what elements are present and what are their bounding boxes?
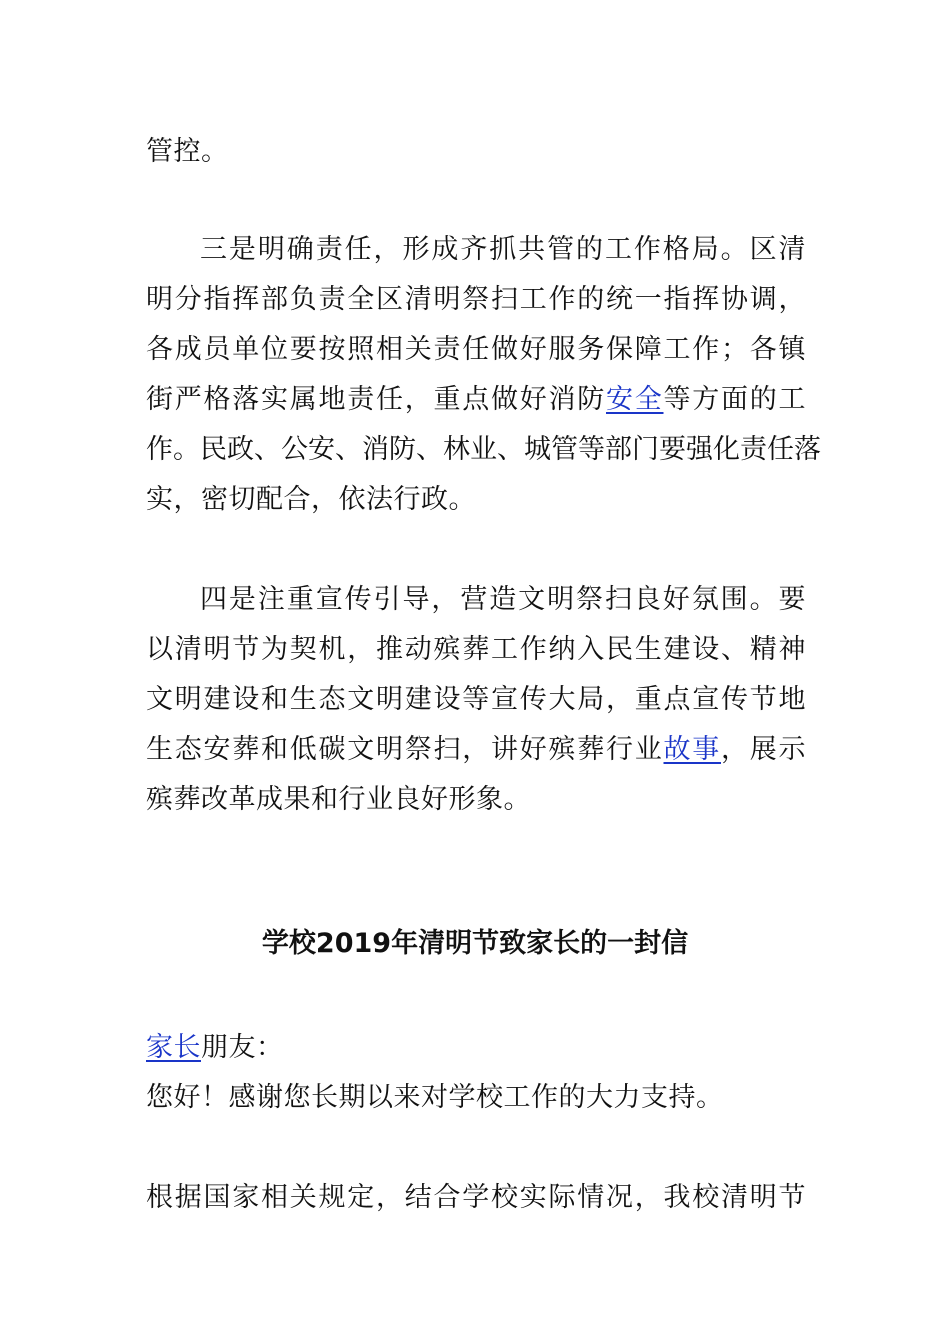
paragraph-3-line-4-text-after: ，展示 — [721, 734, 806, 765]
paragraph-2-line-4 — [146, 382, 806, 418]
paragraph-3-line-1: 四是注重宣传引导，营造文明祭扫良好氛围。要 — [200, 584, 806, 615]
paragraph-2-line-6: 实，密切配合，依法行政。 — [146, 484, 476, 515]
paragraph-2-line-4-text-before: 街严格落实属地责任，重点做好消防 — [146, 384, 606, 415]
link-gushi[interactable]: 故事 — [663, 734, 721, 765]
letter-salutation — [146, 1030, 806, 1066]
paragraph-3-line-2: 以清明节为契机，推动殡葬工作纳入民生建设、精神 — [146, 634, 806, 665]
paragraph-3-line-4-text-before: 生态安葬和低碳文明祭扫，讲好殡葬行业 — [146, 734, 664, 765]
paragraph-1-line-1: 管控。 — [146, 136, 229, 167]
paragraph-2-line-4-text-after: 等方面的工 — [663, 384, 806, 415]
link-anquan[interactable]: 安全 — [606, 384, 664, 415]
paragraph-2-line-5: 作。民政、公安、消防、林业、城管等部门要强化责任落 — [146, 434, 821, 465]
paragraph-2-line-1: 三是明确责任，形成齐抓共管的工作格局。区清 — [200, 234, 806, 265]
link-jiazhang[interactable]: 家长 — [146, 1032, 201, 1063]
letter-salutation-rest: 朋友： — [201, 1032, 284, 1063]
letter-body-line-1: 根据国家相关规定，结合学校实际情况，我校清明节 — [146, 1182, 806, 1213]
paragraph-2-line-3: 各成员单位要按照相关责任做好服务保障工作；各镇 — [146, 334, 806, 365]
paragraph-3-line-5: 殡葬改革成果和行业良好形象。 — [146, 784, 531, 815]
letter-greeting: 您好！感谢您长期以来对学校工作的大力支持。 — [146, 1082, 724, 1113]
paragraph-2-line-2: 明分指挥部负责全区清明祭扫工作的统一指挥协调， — [146, 284, 806, 315]
paragraph-3-line-3: 文明建设和生态文明建设等宣传大局，重点宣传节地 — [146, 684, 806, 715]
paragraph-3-line-4 — [146, 732, 806, 768]
letter-heading: 学校2019年清明节致家长的一封信 — [261, 928, 689, 959]
